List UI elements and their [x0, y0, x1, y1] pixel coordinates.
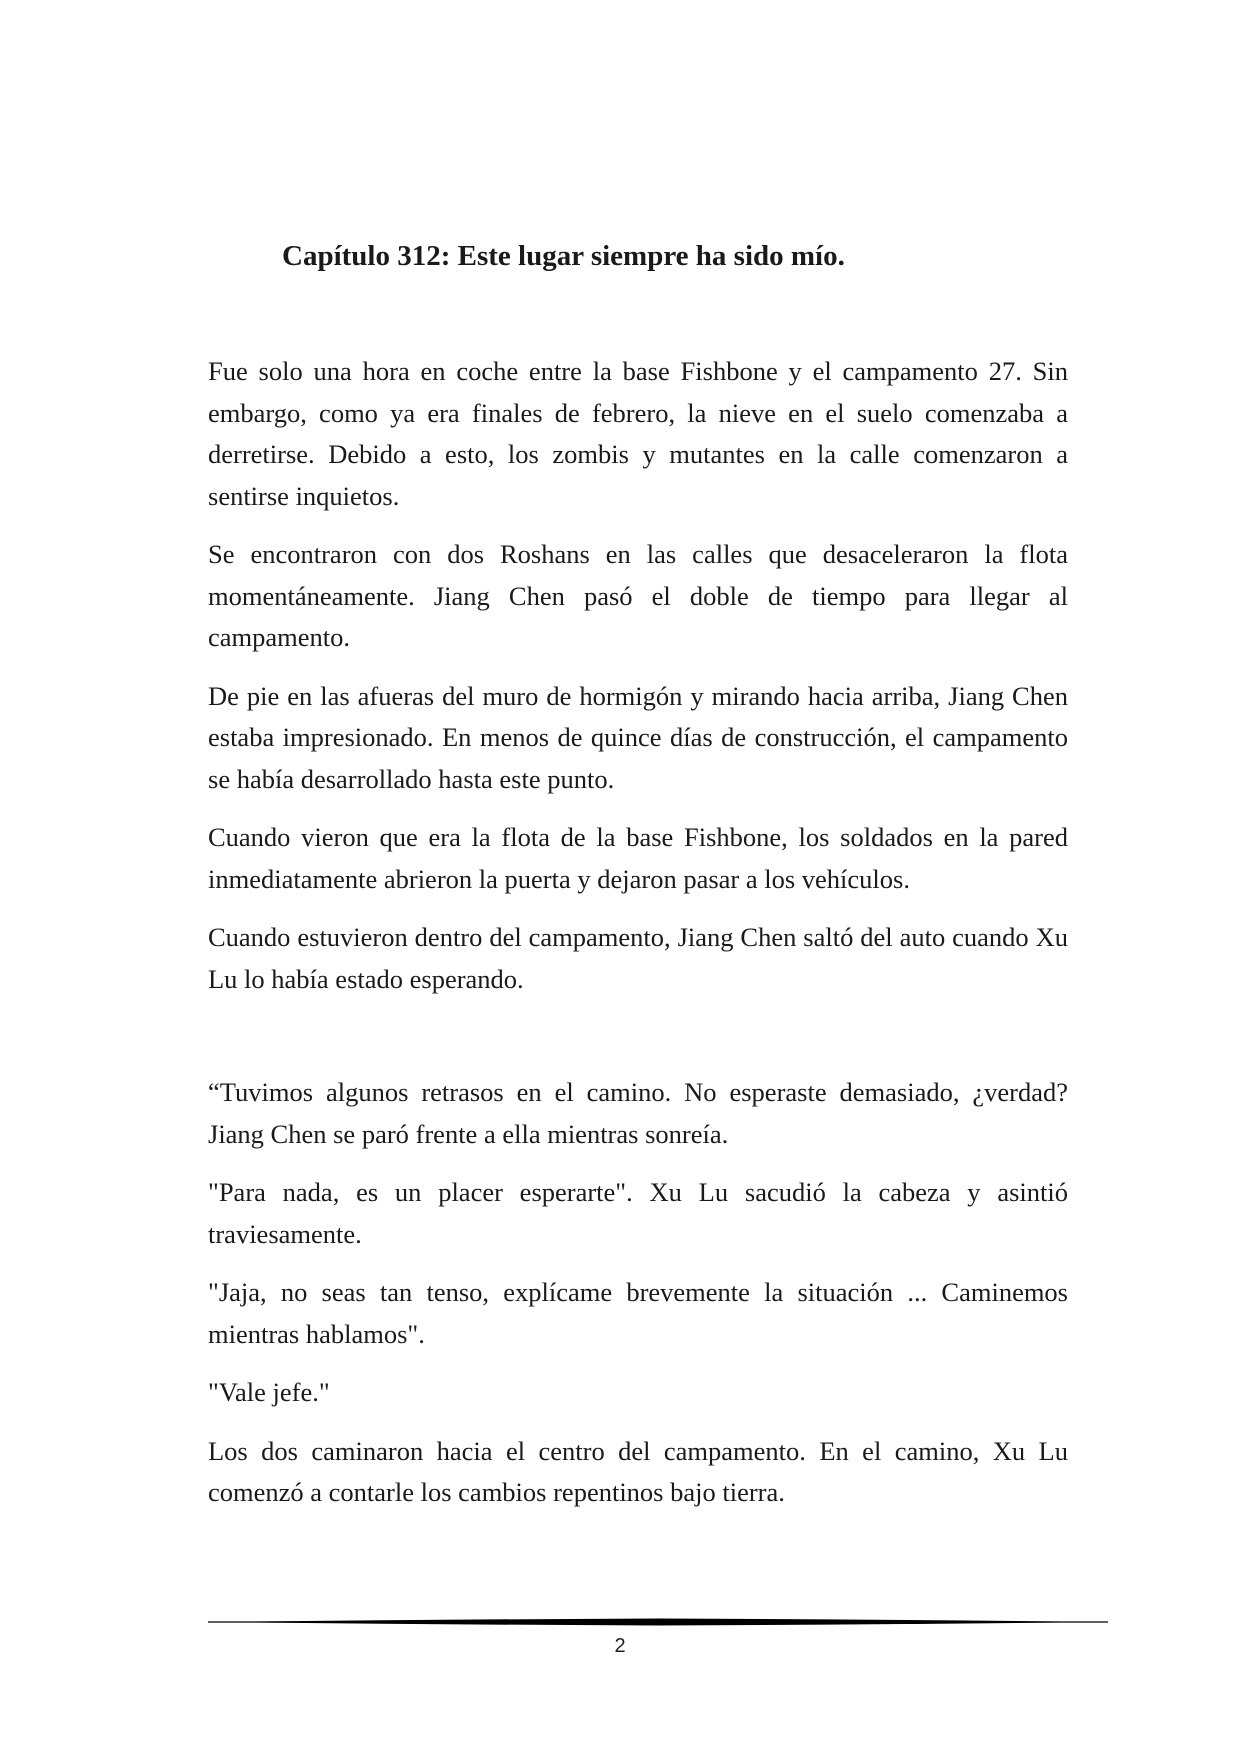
paragraph: "Para nada, es un placer esperarte". Xu Lu sacudió la cabeza y asintió traviesamente. — [208, 1177, 1068, 1249]
paragraph: "Vale jefe." — [208, 1377, 330, 1407]
paragraph: Fue solo una hora en coche entre la base Fishbone y el campamento 27. Sin embargo, como ya era finales de febrero, la nieve en el suelo comenzaba a derretirse. Debido a esto, los zombis y mutantes en la calle comenzaron a sentirse inquietos. — [208, 356, 1068, 511]
paragraph: De pie en las afueras del muro de hormigón y mirando hacia arriba, Jiang Chen estaba impresionado. En menos de quince días de construcción, el campamento se había desarrollado hasta este punto. — [208, 680, 1068, 794]
paragraph: "Jaja, no seas tan tenso, explícame brevemente la situación ... Caminemos mientras hablamos". — [208, 1277, 1068, 1349]
page-number: 2 — [614, 1635, 626, 1657]
paragraph: Cuando vieron que era la flota de la base Fishbone, los soldados en la pared inmediatamente abrieron la puerta y dejaron pasar a los vehículos. — [208, 822, 1068, 894]
footer-divider — [208, 1617, 1108, 1627]
paragraph: “Tuvimos algunos retrasos en el camino. No esperaste demasiado, ¿verdad? Jiang Chen se paró frente a ella mientras sonreía. — [208, 1077, 1068, 1149]
chapter-title: Capítulo 312: Este lugar siempre ha sido mío. — [282, 240, 845, 272]
chapter-body — [208, 351, 1068, 1531]
paragraph: Se encontraron con dos Roshans en las calles que desaceleraron la flota momentáneamente. Jiang Chen pasó el doble de tiempo para llegar al campamento. — [208, 539, 1068, 652]
paragraph: Cuando estuvieron dentro del campamento, Jiang Chen saltó del auto cuando Xu Lu lo había estado esperando. — [208, 922, 1068, 994]
paragraph: Los dos caminaron hacia el centro del campamento. En el camino, Xu Lu comenzó a contarle los cambios repentinos bajo tierra. — [208, 1435, 1068, 1507]
